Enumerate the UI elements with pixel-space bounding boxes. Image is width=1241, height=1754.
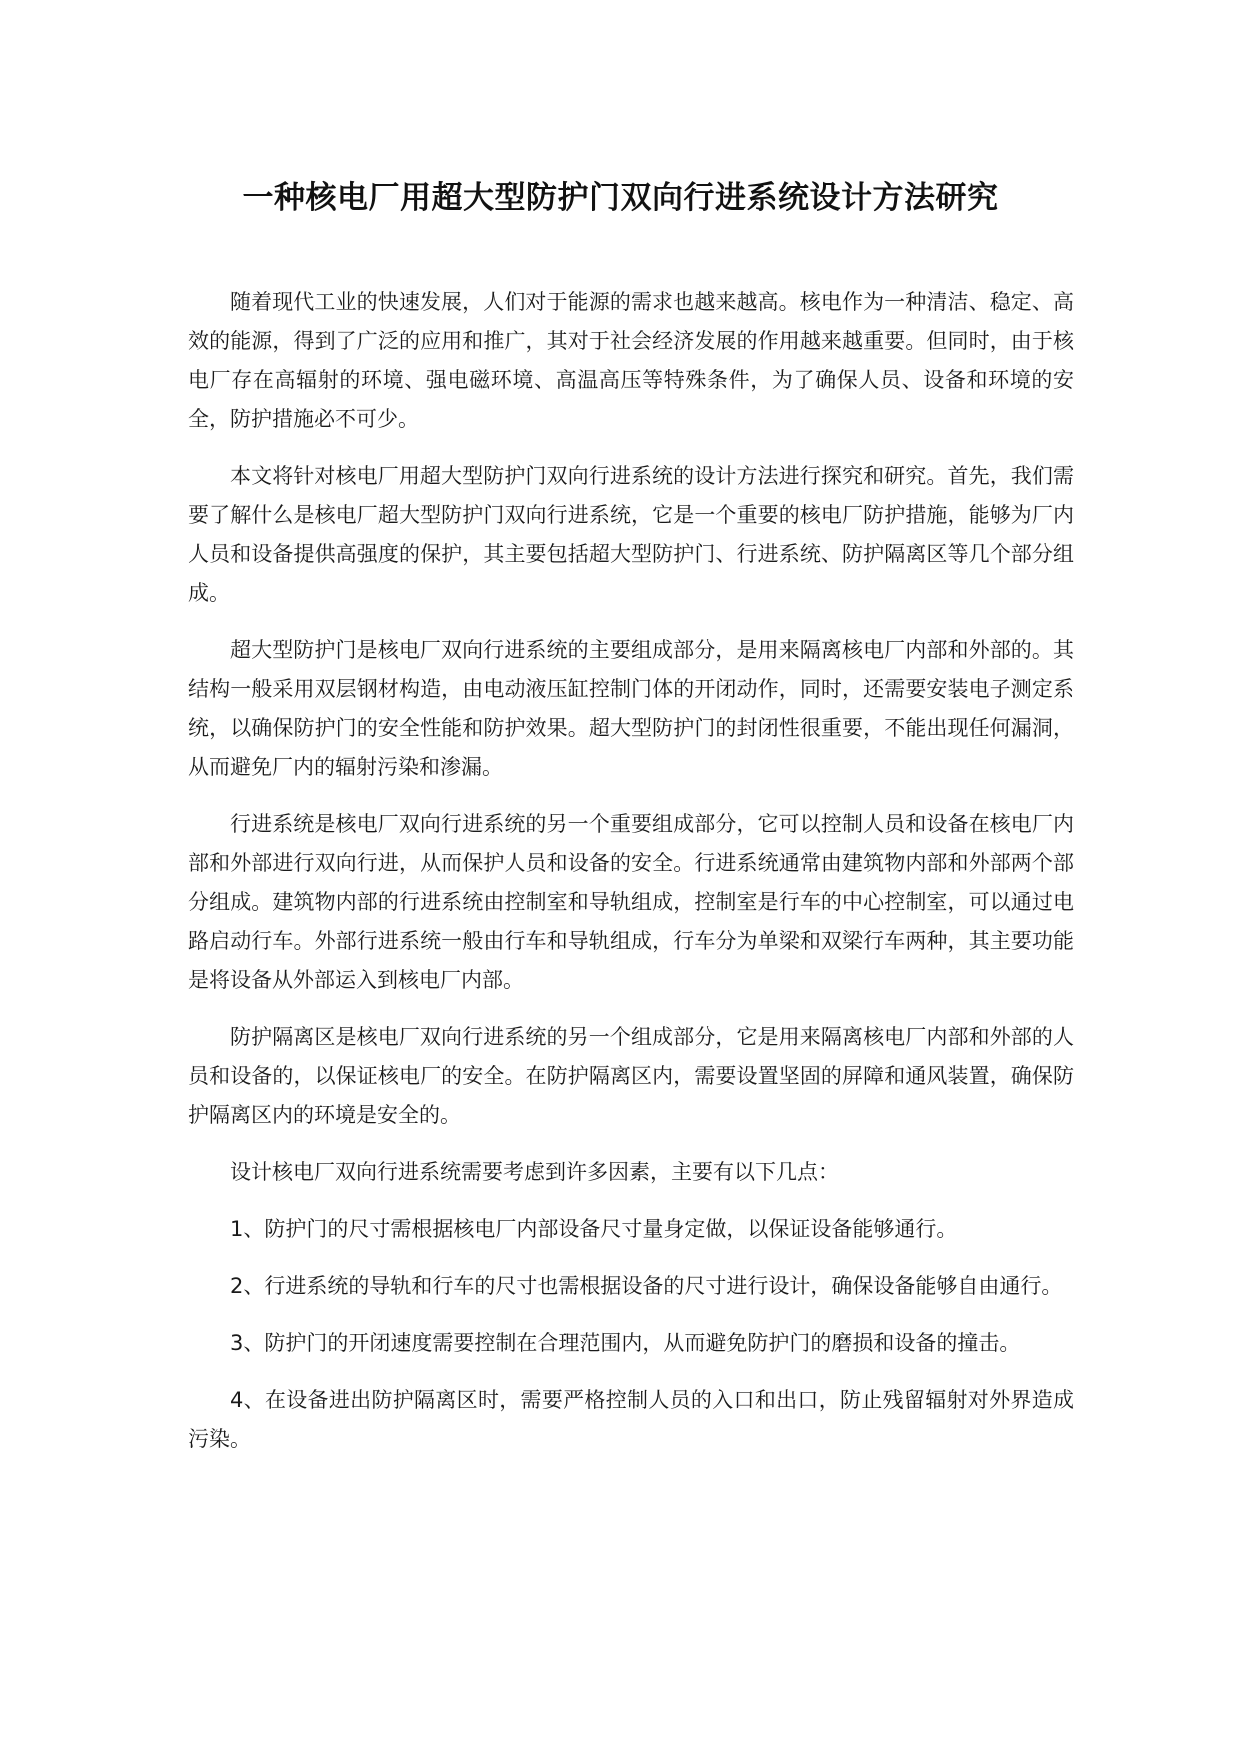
paragraph-intro: 随着现代工业的快速发展，人们对于能源的需求也越来越高。核电作为一种清洁、稳定、高效的能源，得到了广泛的应用和推广，其对于社会经济发展的作用越来越重要。但同时，由于核电厂存在高辐射的环境、强电磁环境、高温高压等特殊条件，为了确保人员、设备和环境的安全，防护措施必不可少。 [188, 290, 1074, 431]
document-body [188, 283, 1074, 1477]
paragraph-design-factors: 设计核电厂双向行进系统需要考虑到许多因素，主要有以下几点： [230, 1160, 839, 1184]
paragraph-travel-system: 行进系统是核电厂双向行进系统的另一个重要组成部分，它可以控制人员和设备在核电厂内部和外部进行双向行进，从而保护人员和设备的安全。行进系统通常由建筑物内部和外部两个部分组成。建筑物内部的行进系统由控制室和导轨组成，控制室是行车的中心控制室，可以通过电路启动行车。外部行进系统一般由行车和导轨组成，行车分为单梁和双梁行车两种，其主要功能是将设备从外部运入到核电厂内部。 [188, 812, 1074, 992]
list-item-4: 4、在设备进出防护隔离区时，需要严格控制人员的入口和出口，防止残留辐射对外界造成污染。 [188, 1388, 1074, 1451]
paragraph-overview: 本文将针对核电厂用超大型防护门双向行进系统的设计方法进行探究和研究。首先，我们需要了解什么是核电厂超大型防护门双向行进系统，它是一个重要的核电厂防护措施，能够为厂内人员和设备提供高强度的保护，其主要包括超大型防护门、行进系统、防护隔离区等几个部分组成。 [188, 464, 1074, 605]
paragraph-isolation-zone: 防护隔离区是核电厂双向行进系统的另一个组成部分，它是用来隔离核电厂内部和外部的人员和设备的，以保证核电厂的安全。在防护隔离区内，需要设置坚固的屏障和通风装置，确保防护隔离区内的环境是安全的。 [188, 1025, 1074, 1127]
list-item-2: 2、行进系统的导轨和行车的尺寸也需根据设备的尺寸进行设计，确保设备能够自由通行。 [230, 1274, 1063, 1298]
list-item-1: 1、防护门的尺寸需根据核电厂内部设备尺寸量身定做，以保证设备能够通行。 [230, 1217, 958, 1241]
document-title: 一种核电厂用超大型防护门双向行进系统设计方法研究 [242, 180, 999, 216]
list-item-3: 3、防护门的开闭速度需要控制在合理范围内，从而避免防护门的磨损和设备的撞击。 [230, 1331, 1021, 1355]
paragraph-protective-door: 超大型防护门是核电厂双向行进系统的主要组成部分，是用来隔离核电厂内部和外部的。其结构一般采用双层钢材构造，由电动液压缸控制门体的开闭动作，同时，还需要安装电子测定系统，以确保防护门的安全性能和防护效果。超大型防护门的封闭性很重要，不能出现任何漏洞，从而避免厂内的辐射污染和渗漏。 [188, 638, 1074, 779]
